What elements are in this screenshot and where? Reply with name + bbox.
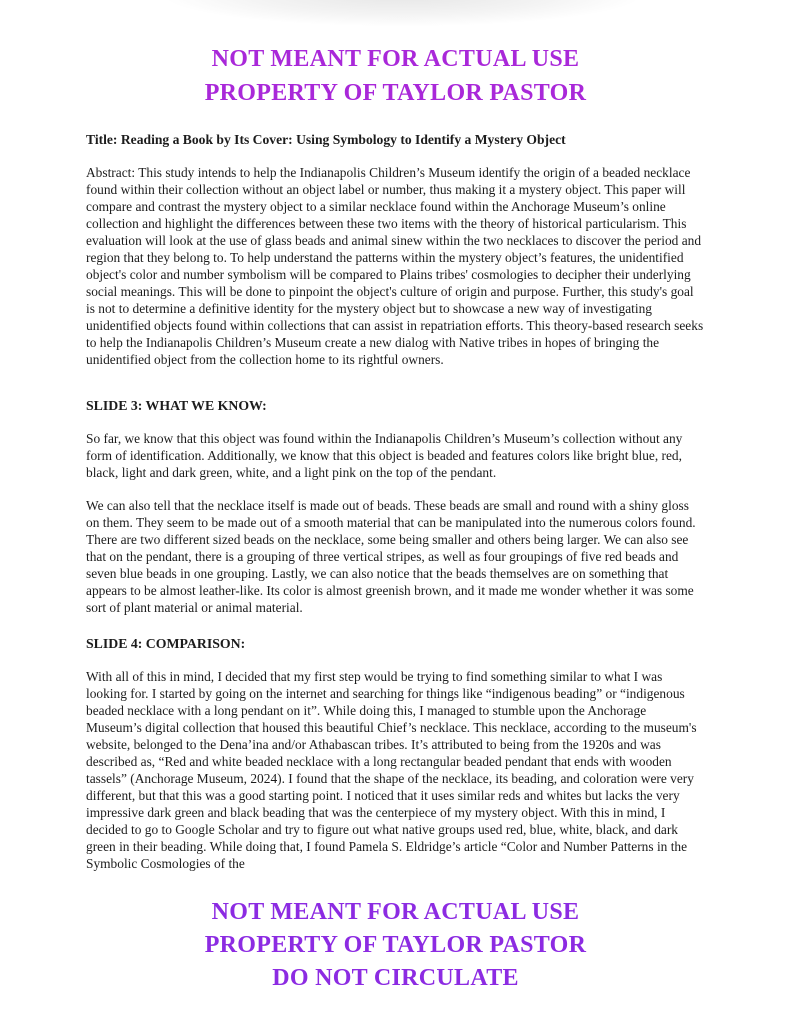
slide-4-paragraph-1: With all of this in mind, I decided that my first step would be trying to find something similar to what I was looking for. I started by going on the internet and searching for things like “indigenous beading” or “indigenous beaded necklace with a long pendant on it”. While doing this, I managed to stumble upon the Anchorage Museum’s digital collection that housed this beautiful Chief’s necklace. This necklace, according to the museum's website, belonged to the Dena’ina and/or Athabascan tribes. It’s attributed to being from the 1920s and was described as, “Red and white beaded necklace with a long rectangular beaded pendant that ends with wooden tassels” (Anchorage Museum, 2024). I found that the shape of the necklace, its beading, and coloration were very different, but that this was a good starting point. I noticed that it uses similar reds and whites but lacks the very impressive dark green and black beading that was the centerpiece of my mystery object. With this in mind, I decided to go to Google Scholar and try to figure out what native groups used red, blue, white, black, and dark green in their beading. While doing that, I found Pamela S. Eldridge’s article “Color and Number Patterns in the Symbolic Cosmologies of the — [86, 669, 697, 871]
watermark-bottom-line-3: DO NOT CIRCULATE — [272, 965, 519, 991]
watermark-bottom-line-1: NOT MEANT FOR ACTUAL USE — [211, 899, 580, 925]
slide-3-paragraph-1: So far, we know that this object was found within the Indianapolis Children’s Museum’s collection without any form of identification. Additionally, we know that this object is beaded and features colors like bright blue, red, black, light and dark green, white, and a light pink on the top of the pendant. — [86, 431, 683, 480]
slide-3-paragraph-2: We can also tell that the necklace itself is made out of beads. These beads are small and round with a shiny gloss on them. They seem to be made out of a smooth material that can be manipulated into the numerous colors found. There are two different sized beads on the necklace, some being smaller and others being larger. We can also see that on the pendant, there is a grouping of three vertical stripes, as well as four groupings of five red beads and seven blue beads in one grouping. Lastly, we can also notice that the beads themselves are on something that appears to be almost leather-like. Its color is almost greenish brown, and it made me wonder whether it was some sort of plant material or animal material. — [86, 498, 696, 615]
abstract-paragraph: Abstract: This study intends to help the Indianapolis Children’s Museum identify the origin of a beaded necklace found within their collection without an object label or number, thus making it a mystery object. This paper will compare and contrast the mystery object to a similar necklace found within the Anchorage Museum’s online collection and highlight the differences between these two items with the theory of historical particularism. This evaluation will look at the use of glass beads and animal sinew within the two necklaces to discover the period and region that they belong to. To help understand the patterns within the mystery object’s features, the unidentified object's color and number symbolism will be compared to Plains tribes' cosmologies to decipher their underlying social meanings. This will be done to pinpoint the object's culture of origin and purpose. Further, this study's goal is not to determine a definitive identity for the mystery object but to showcase a new way of investigating unidentified objects found within collections that can assist in repatriation efforts. This theory-based research seeks to help the Indianapolis Children’s Museum create a new dialog with Native tribes in hopes of bringing the unidentified object from the collection home to its rightful owners. — [86, 165, 704, 367]
watermark-top — [0, 0, 791, 110]
document-body — [0, 131, 791, 872]
document-title: Title: Reading a Book by Its Cover: Using Symbology to Identify a Mystery Object — [86, 132, 566, 147]
watermark-bottom — [0, 896, 791, 995]
watermark-top-line-1: NOT MEANT FOR ACTUAL USE — [211, 46, 580, 72]
section-heading-slide-3: SLIDE 3: WHAT WE KNOW: — [86, 398, 267, 413]
watermark-top-line-2: PROPERTY OF TAYLOR PASTOR — [204, 80, 587, 106]
watermark-bottom-line-2: PROPERTY OF TAYLOR PASTOR — [204, 932, 587, 958]
section-heading-slide-4: SLIDE 4: COMPARISON: — [86, 636, 246, 651]
